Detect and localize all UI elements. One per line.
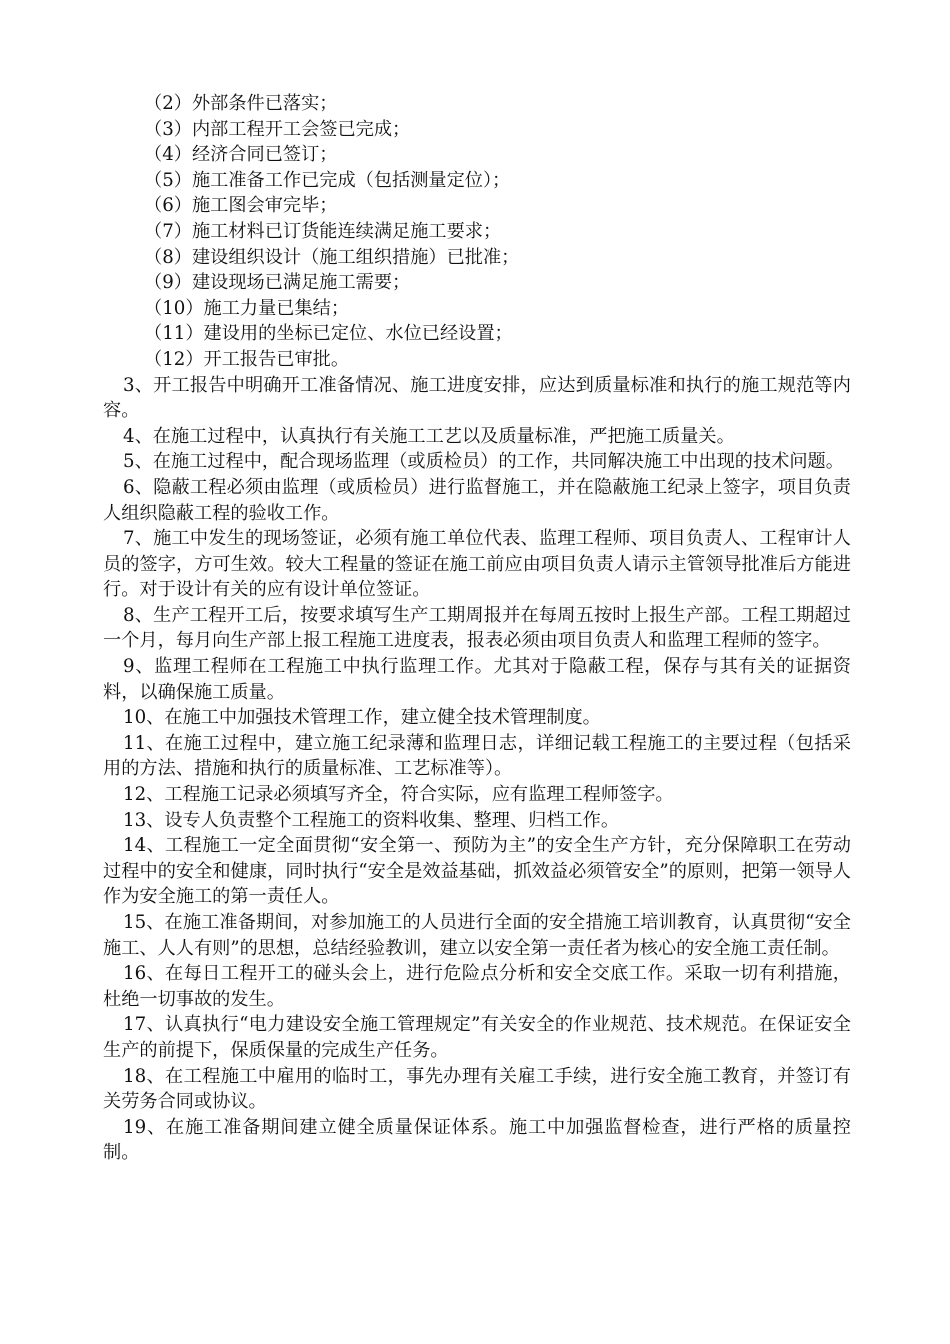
- rule-paragraph: 18、在工程施工中雇用的临时工，事先办理有关雇工手续，进行安全施工教育，并签订有关劳务合同或协议。: [103, 1065, 851, 1113]
- condition-item: （11）建设用的坐标已定位、水位已经设置；: [144, 323, 513, 345]
- condition-item: （2）外部条件已落实；: [144, 93, 338, 114]
- condition-item: （8）建设组织设计（施工组织措施）已批准；: [144, 246, 520, 268]
- condition-item: （10）施工力量已集结；: [144, 297, 350, 319]
- condition-item: （5）施工准备工作已完成（包括测量定位）；: [144, 169, 511, 191]
- condition-item: （9）建设现场已满足施工需要；: [144, 272, 411, 294]
- rule-paragraph: 16、在每日工程开工的碰头会上，进行危险点分析和安全交底工作。采取一切有利措施，杜绝一切事故的发生。: [103, 963, 851, 1010]
- condition-item: （12）开工报告已审批。: [144, 348, 350, 370]
- rule-paragraph: 13、设专人负责整个工程施工的资料收集、整理、归档工作。: [123, 809, 620, 831]
- condition-list: [103, 91, 851, 373]
- condition-item: （6）施工图会审完毕；: [144, 195, 338, 217]
- rule-paragraph: 10、在施工中加强技术管理工作，建立健全技术管理制度。: [123, 707, 601, 729]
- rule-paragraph: 8、生产工程开工后，按要求填写生产工期周报并在每周五按时上报生产部。工程工期超过一个月，每月向生产部上报工程施工进度表，报表必须由项目负责人和监理工程师的签字。: [103, 604, 851, 652]
- rule-paragraph: 19、在施工准备期间建立健全质量保证体系。施工中加强监督检查，进行严格的质量控制。: [103, 1116, 851, 1164]
- rule-paragraph: 14、工程施工一定全面贯彻“安全第一、预防为主”的安全生产方针，充分保障职工在劳动过程中的安全和健康，同时执行“安全是效益基础，抓效益必须管安全”的原则，把第一领导人作为安全施工的第一责任人。: [103, 835, 851, 908]
- rule-paragraph: 5、在施工过程中，配合现场监理（或质检员）的工作，共同解决施工中出现的技术问题。: [123, 451, 844, 473]
- condition-item: （4）经济合同已签订；: [144, 144, 338, 166]
- rule-paragraph: 3、开工报告中明确开工准备情况、施工进度安排，应达到质量标准和执行的施工规范等内容。: [103, 374, 851, 422]
- rule-paragraph: 4、在施工过程中，认真执行有关施工工艺以及质量标准，严把施工质量关。: [123, 425, 735, 447]
- rule-paragraph: 12、工程施工记录必须填写齐全，符合实际，应有监理工程师签字。: [123, 784, 674, 806]
- rule-paragraph: 6、隐蔽工程必须由监理（或质检员）进行监督施工，并在隐蔽施工纪录上签字，项目负责人组织隐蔽工程的验收工作。: [103, 476, 851, 524]
- rule-paragraph: 15、在施工准备期间，对参加施工的人员进行全面的安全措施工培训教育，认真贯彻“安全施工、人人有则”的思想，总结经验教训，建立以安全第一责任者为核心的安全施工责任制。: [103, 912, 851, 959]
- rule-paragraph: 7、施工中发生的现场签证，必须有施工单位代表、监理工程师、项目负责人、工程审计人员的签字，方可生效。较大工程量的签证在施工前应由项目负责人请示主管领导批准后方能进行。对于设计有关的应有设计单位签证。: [103, 528, 851, 601]
- condition-item: （7）施工材料已订货能连续满足施工要求；: [144, 220, 502, 242]
- condition-item: （3）内部工程开工会签已完成；: [144, 118, 411, 140]
- rule-paragraphs: [103, 373, 851, 1166]
- rule-paragraph: 17、认真执行“电力建设安全施工管理规定”有关安全的作业规范、技术规范。在保证安全生产的前提下，保质保量的完成生产任务。: [103, 1014, 851, 1061]
- document-body: [103, 91, 851, 1166]
- rule-paragraph: 9、监理工程师在工程施工中执行监理工作。尤其对于隐蔽工程，保存与其有关的证据资料，以确保施工质量。: [103, 656, 851, 703]
- rule-paragraph: 11、在施工过程中，建立施工纪录薄和监理日志，详细记载工程施工的主要过程（包括采用的方法、措施和执行的质量标准、工艺标准等）。: [103, 732, 851, 780]
